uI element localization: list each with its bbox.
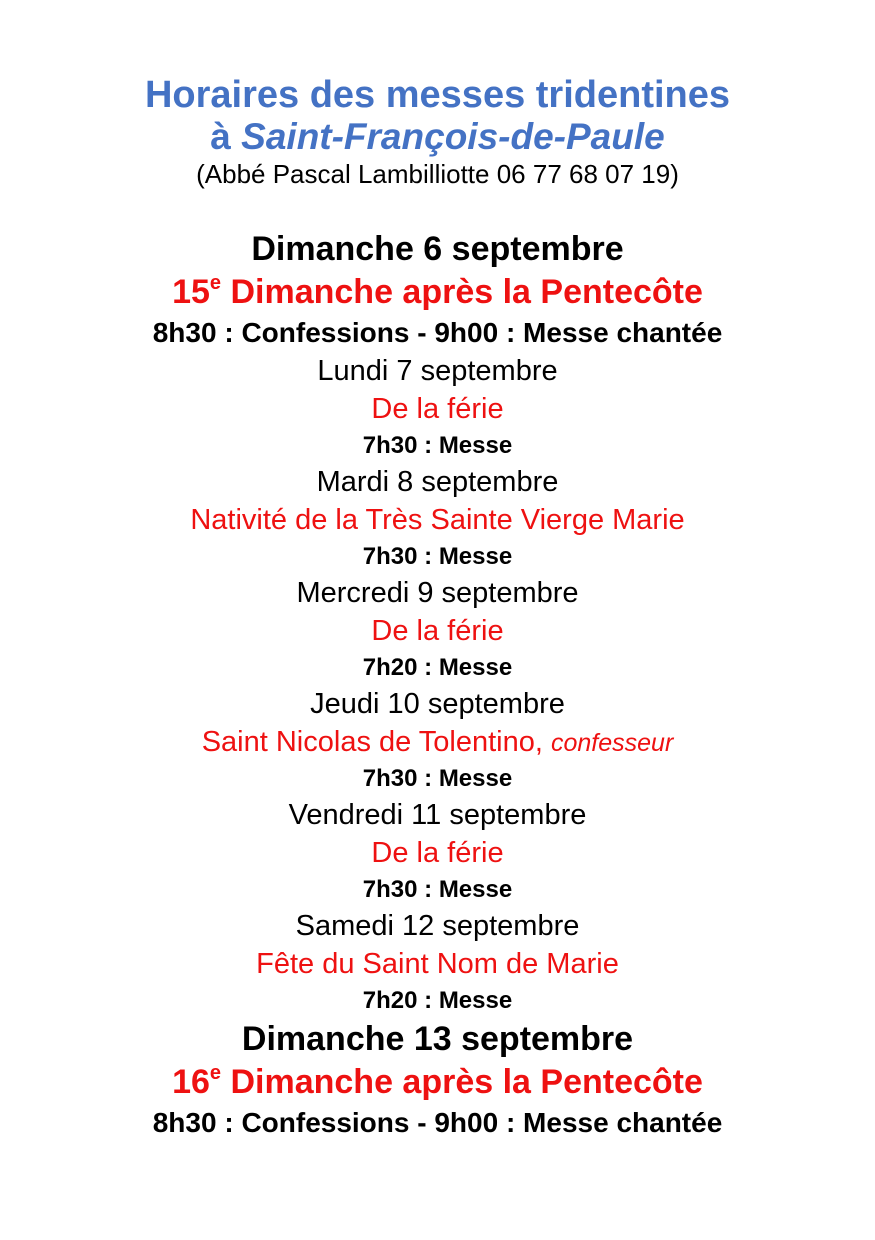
church-name: Saint-François-de-Paule <box>241 116 665 157</box>
sunday-feast <box>0 1060 875 1104</box>
weekday-time: 7h20 : Messe <box>362 987 513 1014</box>
page-subtitle <box>0 117 875 157</box>
sunday-feast <box>0 270 875 314</box>
weekday-feast <box>0 390 875 429</box>
feast-name: Saint Nicolas de Tolentino, <box>201 726 551 758</box>
subtitle-prefix: à <box>210 116 242 157</box>
weekday-date: Mardi 8 septembre <box>316 466 559 498</box>
weekday-feast <box>0 945 875 984</box>
feast-qualifier: confesseur <box>551 729 674 757</box>
weekday-time: 7h20 : Messe <box>362 654 513 681</box>
weekday-entry <box>0 685 875 796</box>
feast-name: Nativité de la Très Sainte Vierge Marie <box>190 504 685 536</box>
weekday-date: Vendredi 11 septembre <box>288 799 587 831</box>
weekday-time: 7h30 : Messe <box>362 876 513 903</box>
feast-name: De la férie <box>371 393 504 425</box>
sunday-entry <box>0 1018 875 1142</box>
weekday-feast <box>0 501 875 540</box>
page-title: Horaires des messes tridentines <box>144 74 731 116</box>
feast-ordinal: e <box>209 1062 222 1084</box>
weekday-date: Jeudi 10 septembre <box>310 688 565 720</box>
weekday-time: 7h30 : Messe <box>362 432 513 459</box>
weekday-entry <box>0 796 875 907</box>
weekday-feast <box>0 834 875 873</box>
weekday-time: 7h30 : Messe <box>362 543 513 570</box>
weekday-entry <box>0 574 875 685</box>
priest-contact: (Abbé Pascal Lambilliotte 06 77 68 07 19) <box>196 159 679 189</box>
feast-name: De la férie <box>371 615 504 647</box>
feast-text: Dimanche après la Pentecôte <box>221 273 703 311</box>
weekday-entry <box>0 352 875 463</box>
weekday-time: 7h30 : Messe <box>362 765 513 792</box>
weekday-date: Mercredi 9 septembre <box>296 577 579 609</box>
weekday-date: Lundi 7 septembre <box>317 355 558 387</box>
weekday-entry <box>0 907 875 1018</box>
weekday-feast <box>0 723 875 762</box>
sunday-times: 8h30 : Confessions - 9h00 : Messe chantée <box>152 317 723 348</box>
feast-text: Dimanche après la Pentecôte <box>221 1063 703 1101</box>
sunday-date: Dimanche 6 septembre <box>251 230 624 268</box>
feast-number: 16 <box>172 1063 210 1101</box>
weekday-entry <box>0 463 875 574</box>
mass-schedule <box>0 228 875 1142</box>
feast-name: De la férie <box>371 837 504 869</box>
feast-name: Fête du Saint Nom de Marie <box>256 948 619 980</box>
sunday-entry <box>0 228 875 352</box>
feast-number: 15 <box>172 273 210 311</box>
feast-ordinal: e <box>209 272 222 294</box>
weekday-feast <box>0 612 875 651</box>
sunday-times: 8h30 : Confessions - 9h00 : Messe chantée <box>152 1107 723 1138</box>
page-header <box>0 73 875 191</box>
weekday-date: Samedi 12 septembre <box>295 910 580 942</box>
sunday-date: Dimanche 13 septembre <box>241 1020 634 1058</box>
